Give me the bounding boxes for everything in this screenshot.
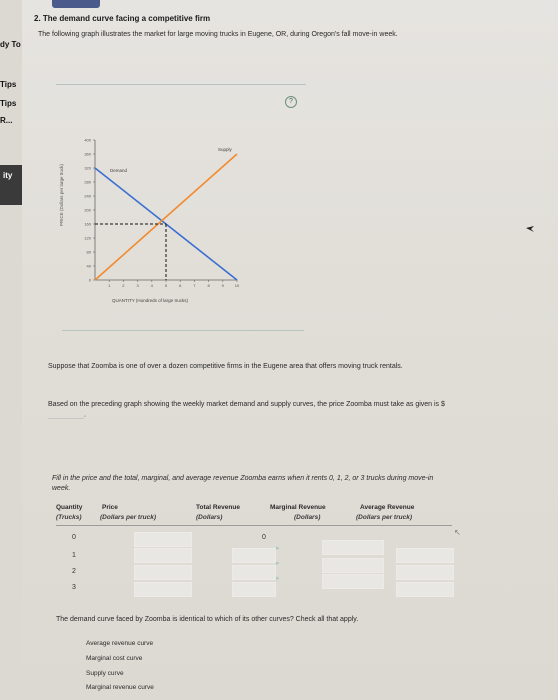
average-revenue-input-2[interactable] bbox=[396, 565, 454, 580]
marginal-revenue-input-3[interactable] bbox=[322, 574, 384, 589]
supply-label: Supply bbox=[218, 147, 232, 152]
x-tick-label: 7 bbox=[193, 283, 196, 288]
x-tick-label: 5 bbox=[164, 283, 168, 288]
total-revenue-cell: 0 bbox=[262, 534, 266, 541]
remove-icon[interactable]: ↖ bbox=[454, 528, 461, 537]
y-tick-label: 40 bbox=[86, 263, 91, 269]
sidebar-label[interactable]: Tips bbox=[0, 80, 17, 89]
dollar-sign: $ bbox=[441, 401, 445, 408]
y-tick-label: 120 bbox=[84, 235, 91, 241]
option-supply[interactable]: Supply curve bbox=[86, 670, 124, 677]
y-tick-label: 280 bbox=[84, 179, 91, 185]
x-tick-label: 1 bbox=[108, 283, 111, 288]
question-intro: The following graph illustrates the market for large moving trucks in Eugene, OR, during Oregon's fall move-in week. bbox=[38, 31, 398, 38]
price-question bbox=[48, 400, 448, 419]
price-input-3[interactable] bbox=[134, 582, 192, 597]
header-marginal-revenue: Marginal Revenue bbox=[270, 504, 326, 511]
divider bbox=[56, 84, 306, 85]
revenue-table bbox=[56, 504, 466, 604]
header-average-revenue-unit: (Dollars per truck) bbox=[356, 514, 412, 521]
x-tick-label: 10 bbox=[234, 283, 240, 288]
help-icon[interactable]: ? bbox=[285, 96, 297, 108]
total-revenue-input-3[interactable] bbox=[232, 582, 276, 597]
y-tick-label: 200 bbox=[84, 207, 91, 213]
sidebar-active-item[interactable] bbox=[0, 165, 22, 205]
price-question-text: Based on the preceding graph showing the weekly market demand and supply curves, the price Zoomba must take as given is bbox=[48, 401, 440, 408]
option-average-revenue[interactable]: Average revenue curve bbox=[86, 640, 154, 647]
x-axis-label: QUANTITY (Hundreds of large trucks) bbox=[112, 298, 188, 303]
quantity-cell: 2 bbox=[72, 568, 76, 575]
header-divider bbox=[56, 525, 452, 526]
quantity-cell: 1 bbox=[72, 552, 76, 559]
marginal-revenue-input-2[interactable] bbox=[322, 558, 384, 573]
question-title: 2. The demand curve facing a competitive firm bbox=[34, 14, 211, 23]
graph-svg bbox=[59, 130, 262, 310]
y-tick-label: 0 bbox=[88, 277, 91, 283]
y-tick-label: 160 bbox=[84, 221, 91, 227]
chevron-right-icon: ▸ bbox=[276, 575, 280, 582]
x-tick-label: 4 bbox=[150, 283, 153, 288]
header-price-unit: (Dollars per truck) bbox=[100, 514, 156, 521]
total-revenue-input-2[interactable] bbox=[232, 565, 276, 580]
total-revenue-input-1[interactable] bbox=[232, 548, 276, 563]
suppose-text: Suppose that Zoomba is one of over a dozen competitive firms in the Eugene area that offers moving truck rentals. bbox=[48, 363, 403, 370]
divider bbox=[62, 330, 304, 331]
y-tick-label: 80 bbox=[86, 249, 91, 255]
x-tick-label: 8 bbox=[207, 283, 210, 288]
quantity-cell: 3 bbox=[72, 584, 76, 591]
header-marginal-revenue-unit: (Dollars) bbox=[294, 514, 321, 521]
top-tab[interactable] bbox=[52, 0, 100, 8]
cursor-icon bbox=[525, 224, 535, 234]
average-revenue-input-3[interactable] bbox=[396, 582, 454, 597]
price-input-0[interactable] bbox=[134, 532, 192, 547]
y-tick-label: 320 bbox=[84, 165, 91, 171]
sidebar-label: ity bbox=[3, 171, 13, 180]
sidebar-label[interactable]: dy To bbox=[0, 40, 21, 49]
x-tick-label: 3 bbox=[136, 283, 139, 288]
y-tick-label: 400 bbox=[84, 137, 91, 143]
question-page bbox=[22, 0, 558, 700]
price-input[interactable] bbox=[48, 410, 84, 419]
chevron-right-icon: ▸ bbox=[276, 560, 280, 567]
option-marginal-cost[interactable]: Marginal cost curve bbox=[86, 655, 143, 662]
marginal-revenue-input-1[interactable] bbox=[322, 540, 384, 555]
sidebar-label[interactable]: Tips bbox=[0, 99, 17, 108]
price-input-2[interactable] bbox=[134, 565, 192, 580]
y-ticks bbox=[84, 138, 95, 283]
x-tick-label: 6 bbox=[179, 283, 182, 288]
y-tick-label: 360 bbox=[84, 151, 91, 157]
supply-demand-graph bbox=[59, 130, 262, 310]
x-ticks bbox=[108, 280, 240, 288]
price-input-1[interactable] bbox=[134, 548, 192, 563]
header-total-revenue-unit: (Dollars) bbox=[196, 514, 223, 521]
header-total-revenue: Total Revenue bbox=[196, 504, 240, 511]
period: . bbox=[84, 410, 86, 418]
checklist-question: The demand curve faced by Zoomba is identical to which of its other curves? Check all that apply. bbox=[56, 616, 359, 623]
header-quantity: Quantity bbox=[56, 504, 83, 511]
header-average-revenue: Average Revenue bbox=[360, 504, 415, 511]
chevron-right-icon: ▸ bbox=[276, 545, 280, 552]
sidebar-strip bbox=[0, 0, 22, 700]
average-revenue-input-1[interactable] bbox=[396, 548, 454, 563]
y-axis-label: PRICE (Dollars per large truck) bbox=[59, 163, 64, 226]
header-quantity-unit: (Trucks) bbox=[56, 514, 82, 521]
header-price: Price bbox=[102, 504, 118, 511]
sidebar-label[interactable]: R... bbox=[0, 116, 13, 125]
y-tick-label: 240 bbox=[84, 193, 91, 199]
quantity-cell: 0 bbox=[72, 534, 76, 541]
fill-in-instructions: Fill in the price and the total, marginal, and average revenue Zoomba earns when it rents 0, 1, 2, or 3 trucks during move-in week. bbox=[52, 475, 434, 492]
x-tick-label: 9 bbox=[221, 283, 224, 288]
option-marginal-revenue[interactable]: Marginal revenue curve bbox=[86, 684, 154, 691]
demand-label: Demand bbox=[110, 168, 128, 173]
x-tick-label: 2 bbox=[122, 283, 125, 288]
